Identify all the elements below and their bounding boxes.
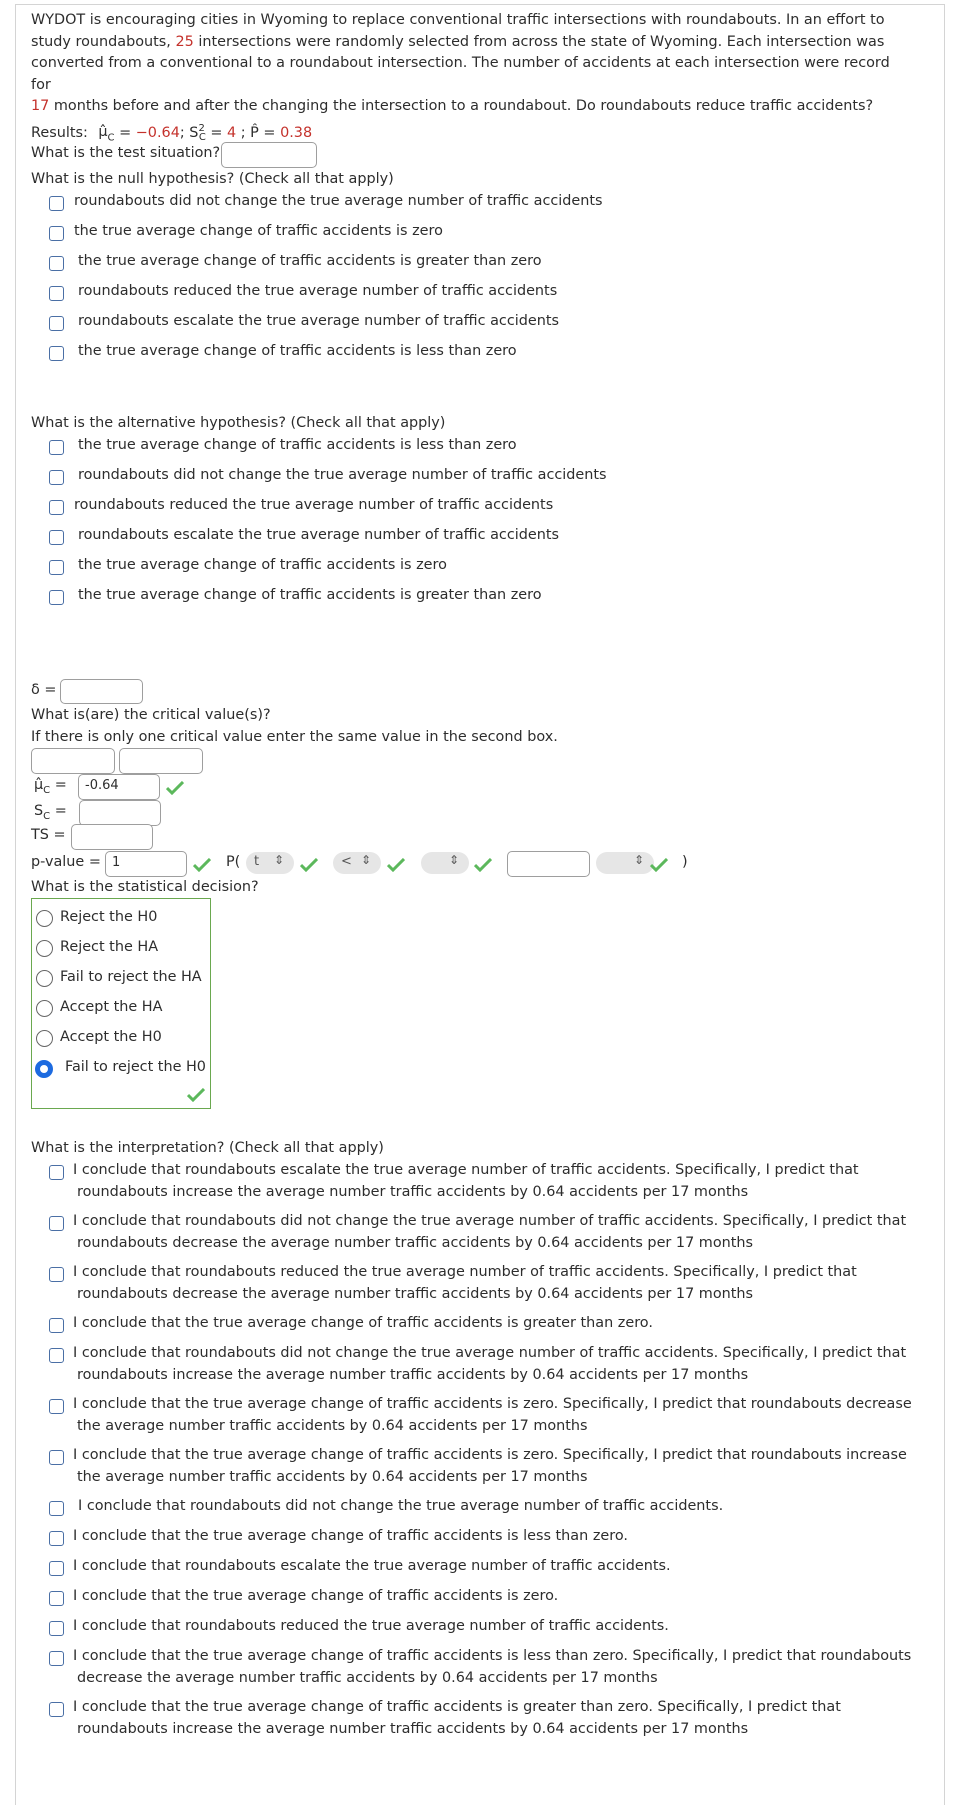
chevron-updown-icon: ⇕ [633,853,644,867]
checkbox[interactable] [49,560,64,575]
checkbox[interactable] [49,226,64,241]
checkbox[interactable] [49,1591,64,1606]
radio[interactable] [36,940,53,957]
p-value-input[interactable]: 1 [105,851,187,877]
variance-value: 4 [227,124,237,141]
critical-note: If there is only one critical value enter the same value in the second box. [31,729,558,745]
option-label: the true average change of traffic accidents is greater than zero [78,253,542,269]
checkbox[interactable] [49,1621,64,1636]
check-icon [300,858,318,872]
checkbox[interactable] [49,256,64,271]
interpretation-option-line: I conclude that the true average change of traffic accidents is zero. [73,1588,559,1604]
option-label: roundabouts escalate the true average number of traffic accidents [78,313,559,329]
check-icon [387,858,405,872]
interpretation-option-line: I conclude that the true average change of traffic accidents is zero. Specifically, I predict that roundabouts decrease [73,1396,912,1412]
results-line: Results: $\mû_C = -0.64$; $S^2_C = 4$ ; P̂ = 0.38 [31,122,313,144]
ts-input[interactable] [71,824,153,850]
decision-option-label: Reject the HA [60,939,159,955]
months-value: 17 [31,98,50,114]
checkbox[interactable] [49,470,64,485]
interpretation-option-line: I conclude that roundabouts escalate the true average number of traffic accidents. Specifically, I predict that [73,1162,859,1178]
checkbox[interactable] [49,316,64,331]
critical-value-2-input[interactable] [119,748,203,774]
option-label: roundabouts escalate the true average number of traffic accidents [78,527,559,543]
interpretation-label: What is the interpretation? (Check all that apply) [31,1140,384,1156]
checkbox[interactable] [49,1348,64,1363]
distribution-select[interactable]: t ⇕ [246,852,294,874]
interpretation-option-line: roundabouts increase the average number traffic accidents by 0.64 accidents per 17 months [77,1183,749,1200]
radio[interactable] [36,910,53,927]
p-open-paren: P( [226,854,241,870]
checkbox[interactable] [49,1165,64,1180]
decision-option-label: Accept the HA [60,999,163,1015]
checkbox[interactable] [49,1702,64,1717]
problem-line-3: converted from a conventional to a roundabout intersection. The number of accidents at each intersection were record for [31,55,890,93]
interpretation-option-line: roundabouts increase the average number traffic accidents by 0.64 accidents per 17 months [77,1720,749,1737]
checkbox[interactable] [49,1318,64,1333]
critical-value-1-input[interactable] [31,748,115,774]
sample-size: 25 [175,33,194,50]
test-situation-label: What is the test situation? [31,145,221,161]
interpretation-option-line: decrease the average number traffic accidents by 0.64 accidents per 17 months [77,1669,658,1686]
checkbox[interactable] [49,500,64,515]
interpretation-option-line: I conclude that roundabouts escalate the true average number of traffic accidents. [73,1558,671,1574]
checkbox[interactable] [49,1651,64,1666]
option-label: roundabouts did not change the true average number of traffic accidents [74,193,603,209]
interpretation-option-line: I conclude that the true average change of traffic accidents is greater than zero. Specifically, I predict that [73,1699,841,1715]
interpretation-option-line: the average number traffic accidents by 0.64 accidents per 17 months [77,1417,588,1434]
delta-input[interactable] [60,679,143,704]
radio-selected[interactable] [35,1060,53,1078]
check-icon [650,858,668,872]
mu-hat-label: $\mû_C$ = [34,777,67,796]
checkbox[interactable] [49,196,64,211]
chevron-updown-icon: ⇕ [273,853,284,867]
decision-option-label: Fail to reject the HA [60,969,202,985]
p-value-label: p-value = [31,854,101,870]
checkbox[interactable] [49,1561,64,1576]
interpretation-option-line: I conclude that roundabouts reduced the true average number of traffic accidents. [73,1618,669,1634]
test-situation-select[interactable] [221,142,317,168]
p-close-paren: ) [682,854,688,870]
interpretation-option-line: I conclude that the true average change of traffic accidents is less than zero. [73,1528,628,1544]
check-icon [166,781,184,795]
check-icon [187,1088,205,1102]
interpretation-option-line: roundabouts increase the average number traffic accidents by 0.64 accidents per 17 months [77,1366,749,1383]
checkbox[interactable] [49,1399,64,1414]
interpretation-option-line: I conclude that the true average change of traffic accidents is less than zero. Specifically, I predict that roundabouts [73,1648,912,1664]
checkbox[interactable] [49,346,64,361]
checkbox[interactable] [49,1531,64,1546]
decision-option-label: Reject the H0 [60,909,158,925]
decision-option-label: Fail to reject the H0 [65,1059,206,1075]
checkbox[interactable] [49,286,64,301]
delta-label: δ = [31,682,57,698]
checkbox[interactable] [49,1216,64,1231]
option-label: the true average change of traffic accidents is greater than zero [78,587,542,603]
alt-hypothesis-label: What is the alternative hypothesis? (Check all that apply) [31,415,446,431]
check-icon [474,858,492,872]
chevron-updown-icon: ⇕ [448,853,459,867]
option-label: the true average change of traffic accidents is less than zero [78,343,517,359]
interpretation-option-line: I conclude that roundabouts reduced the true average number of traffic accidents. Specifically, I predict that [73,1264,857,1280]
p-value-bound-input[interactable] [507,851,590,877]
option-label: the true average change of traffic accidents is less than zero [78,437,517,453]
option-label: roundabouts reduced the true average number of traffic accidents [78,283,558,299]
ts-label: TS = [31,827,66,843]
statistic-select[interactable] [421,852,469,874]
problem-line-4: 17 months before and after the changing the intersection to a roundabout. Do roundabouts reduce traffic accidents? [31,98,874,114]
checkbox[interactable] [49,440,64,455]
chevron-updown-icon: ⇕ [360,853,371,867]
option-label: roundabouts did not change the true average number of traffic accidents [78,467,607,483]
checkbox[interactable] [49,1501,64,1516]
checkbox[interactable] [49,1267,64,1282]
checkbox[interactable] [49,530,64,545]
decision-option-label: Accept the H0 [60,1029,162,1045]
radio[interactable] [36,970,53,987]
interpretation-option-line: I conclude that the true average change of traffic accidents is greater than zero. [73,1315,653,1331]
interpretation-option-line: I conclude that roundabouts did not change the true average number of traffic accidents. [78,1498,724,1514]
mu-hat-value: −0.64 [135,124,180,141]
checkbox[interactable] [49,590,64,605]
interpretation-option-line: roundabouts decrease the average number traffic accidents by 0.64 accidents per 17 months [77,1285,754,1302]
interpretation-option-line: roundabouts decrease the average number traffic accidents by 0.64 accidents per 17 months [77,1234,754,1251]
sc-label: $S_C$ = [34,803,67,822]
interpretation-option-line: I conclude that roundabouts did not change the true average number of traffic accidents. Specifically, I predict that [73,1345,907,1361]
sc-input[interactable] [79,800,161,826]
interpretation-option-line: the average number traffic accidents by 0.64 accidents per 17 months [77,1468,588,1485]
mu-hat-input[interactable]: -0.64 [78,774,160,800]
problem-line-2: study roundabouts, 25 intersections were randomly selected from across the state of Wyoming. Each intersection was [31,33,885,50]
checkbox[interactable] [49,1450,64,1465]
inequality-select[interactable]: < ⇕ [333,852,381,874]
option-label: roundabouts reduced the true average number of traffic accidents [74,497,554,513]
option-label: the true average change of traffic accidents is zero [74,223,443,239]
radio[interactable] [36,1000,53,1017]
problem-statement [31,10,911,149]
p-hat-value: 0.38 [280,124,313,141]
radio[interactable] [36,1030,53,1047]
option-label: the true average change of traffic accidents is zero [78,557,447,573]
interpretation-option-line: I conclude that roundabouts did not change the true average number of traffic accidents. Specifically, I predict that [73,1213,907,1229]
problem-line-1: WYDOT is encouraging cities in Wyoming to replace conventional traffic intersections with roundabouts. In an effort to [31,12,885,28]
check-icon [193,858,211,872]
interpretation-option-line: I conclude that the true average change of traffic accidents is zero. Specifically, I predict that roundabouts increase [73,1447,907,1463]
null-hypothesis-label: What is the null hypothesis? (Check all that apply) [31,171,394,187]
critical-label: What is(are) the critical value(s)? [31,707,271,723]
decision-label: What is the statistical decision? [31,879,259,895]
tail-select[interactable] [596,852,654,874]
